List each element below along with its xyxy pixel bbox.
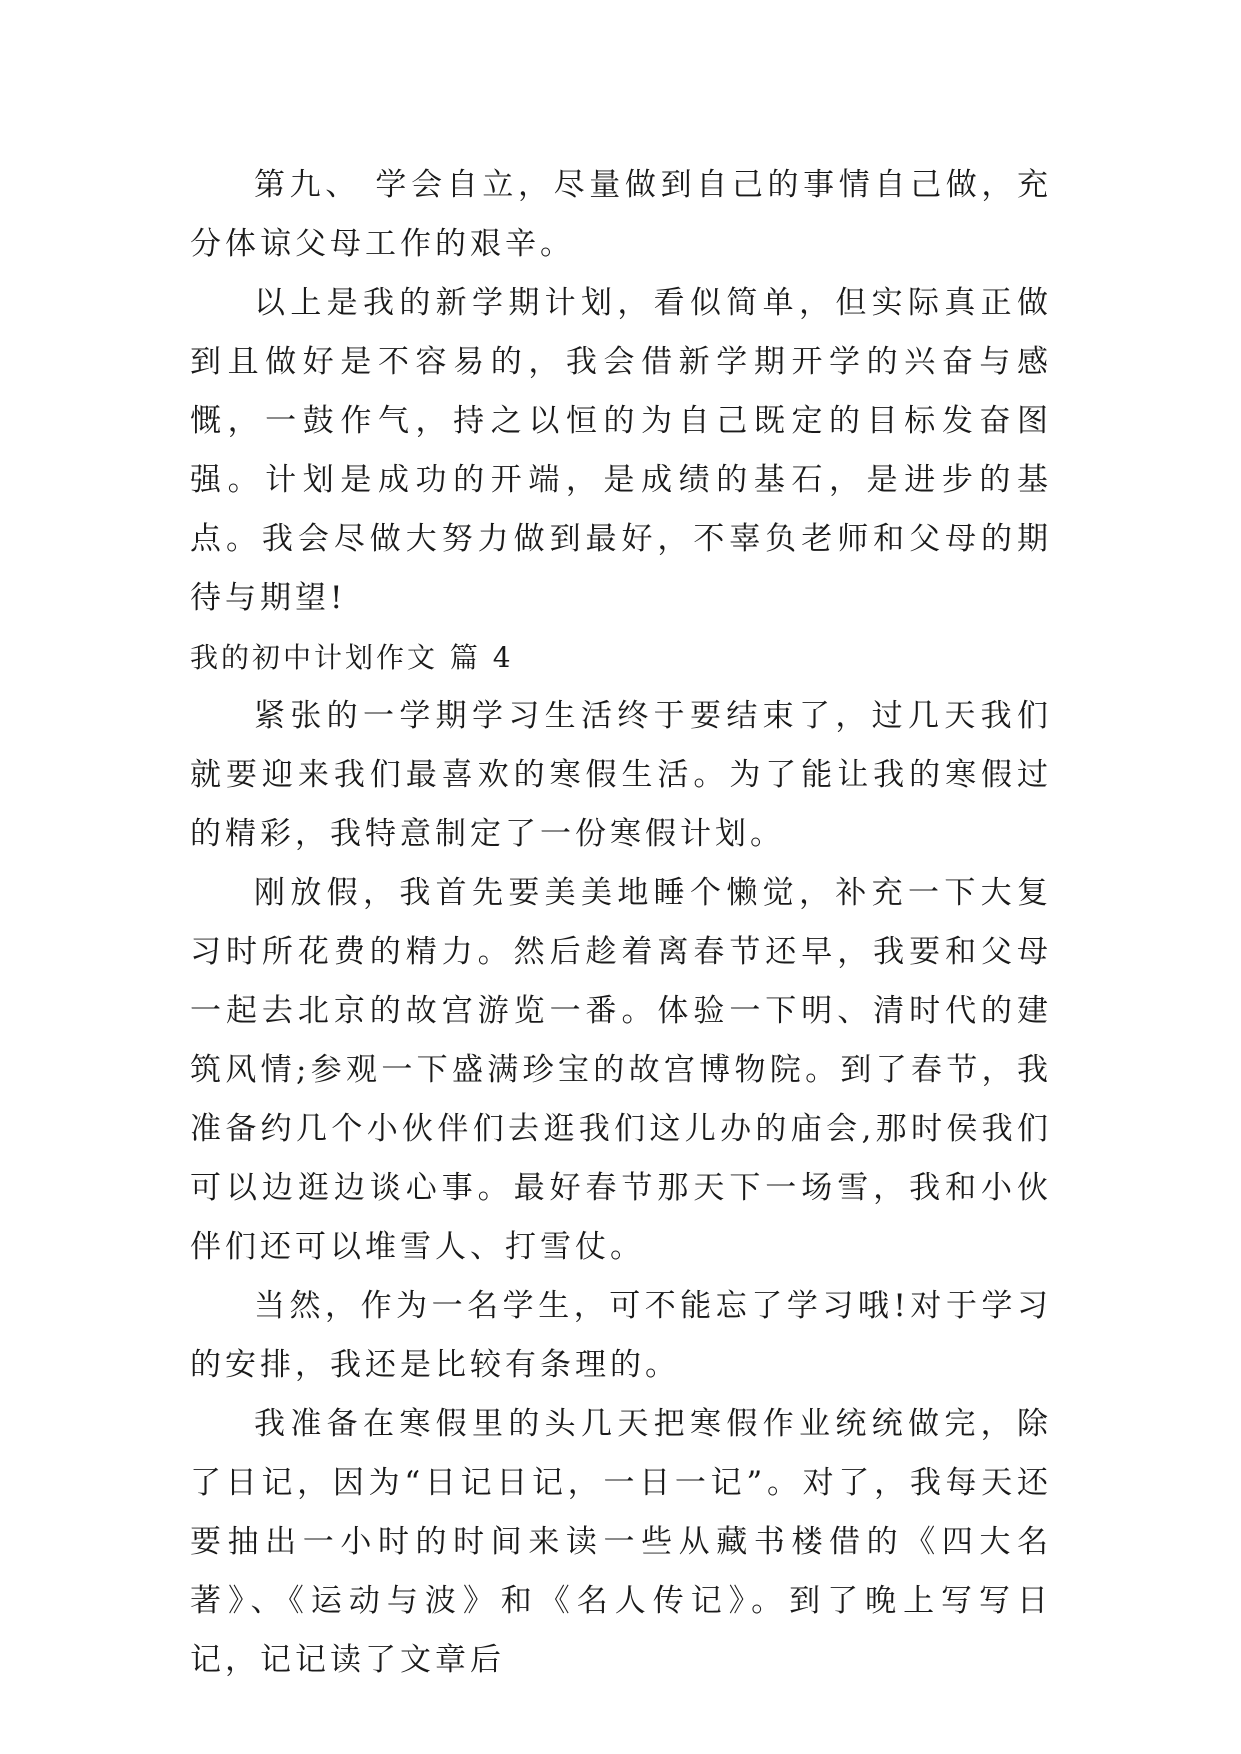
document-body <box>190 156 1052 1690</box>
paragraph: 刚放假，我首先要美美地睡个懒觉，补充一下大复习时所花费的精力。然后趁着离春节还早，我要和父母一起去北京的故宫游览一番。体验一下明、清时代的建筑风情;参观一下盛满珍宝的故宫博物院。到了春节，我准备约几个小伙伴们去逛我们这儿办的庙会,那时侯我们可以边逛边谈心事。最好春节那天下一场雪，我和小伙伴们还可以堆雪人、打雪仗。 <box>190 875 1052 1265</box>
paragraph: 当然，作为一名学生，可不能忘了学习哦!对于学习的安排，我还是比较有条理的。 <box>190 1288 1052 1383</box>
paragraph: 第九、 学会自立，尽量做到自己的事情自己做，充分体谅父母工作的艰辛。 <box>190 167 1052 262</box>
section-heading: 我的初中计划作文 篇 4 <box>190 641 514 674</box>
paragraph: 以上是我的新学期计划，看似简单，但实际真正做到且做好是不容易的，我会借新学期开学的兴奋与感慨，一鼓作气，持之以恒的为自己既定的目标发奋图强。计划是成功的开端，是成绩的基石，是进步的基点。我会尽做大努力做到最好，不辜负老师和父母的期待与期望! <box>190 285 1052 616</box>
paragraph: 紧张的一学期学习生活终于要结束了，过几天我们就要迎来我们最喜欢的寒假生活。为了能让我的寒假过的精彩，我特意制定了一份寒假计划。 <box>190 698 1052 852</box>
paragraph: 我准备在寒假里的头几天把寒假作业统统做完，除了日记，因为“日记日记，一日一记”。对了，我每天还要抽出一小时的时间来读一些从藏书楼借的《四大名著》、《运动与波》和《名人传记》。到了晚上写写日记，记记读了文章后 <box>190 1406 1052 1678</box>
